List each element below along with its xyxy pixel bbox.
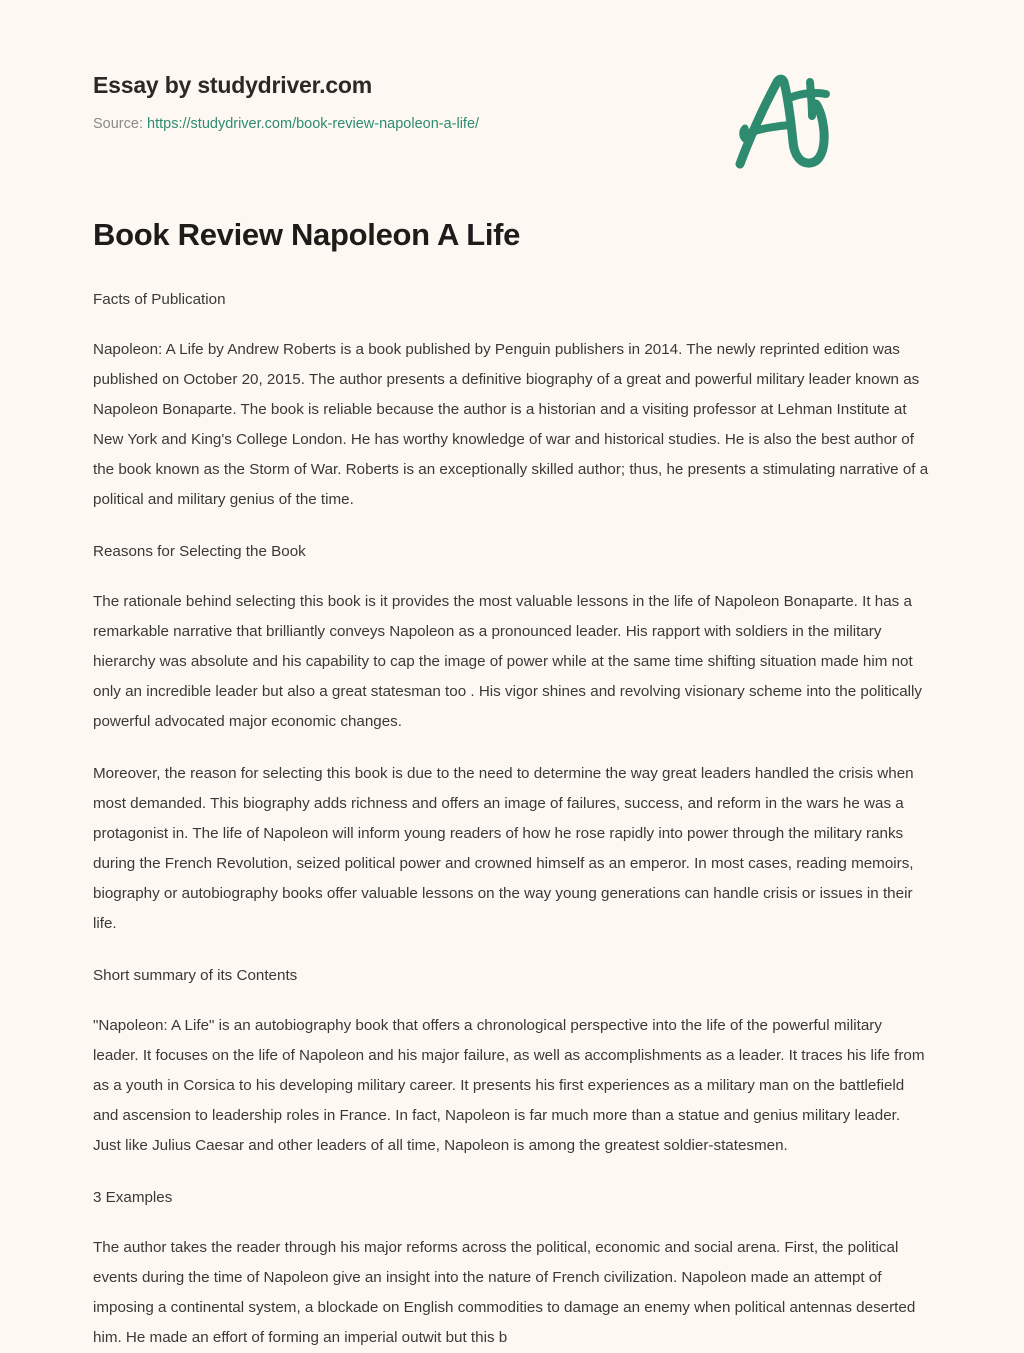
- paragraph-rationale: The rationale behind selecting this book is it provides the most valuable lessons in the life of Napoleon Bonaparte. It has a remarkable narrative that brilliantly conveys Napoleon as a pronounced leader. His rapport with soldiers in the military hierarchy was absolute and his capability to cap the image of power while at the same time shifting situation made him not only an incredible leader but also a great statesman too . His vigor shines and revolving visionary scheme into the politically powerful advocated major economic changes.: [93, 592, 923, 730]
- section-heading-3-examples: 3 Examples: [93, 1188, 173, 1206]
- paragraph-moreover: Moreover, the reason for selecting this book is due to the need to determine the way great leaders handled the crisis when most demanded. This biography adds richness and offers an image of failures, success, and reform in the wars he was a protagonist in. The life of Napoleon will inform young readers of how he rose rapidly into power through the military ranks during the French Revolution, seized political power and crowned himself as an emperor. In most cases, reading memoirs, biography or autobiography books offer valuable lessons on the way young generations can handle crisis or issues in their life.: [93, 764, 914, 932]
- source-label: Source:: [93, 115, 143, 132]
- source-url-link[interactable]: https://studydriver.com/book-review-napoleon-a-life/: [147, 115, 480, 132]
- essay-body: [93, 255, 931, 1353]
- section-heading-short-summary: Short summary of its Contents: [93, 966, 298, 984]
- a-plus-icon: [728, 68, 838, 178]
- paragraph-examples-truncated: The author takes the reader through his major reforms across the political, economic and social arena. First, the political events during the time of Napoleon give an insight into the nature of French civilization. Napoleon made an attempt of imposing a continental system, a blockade on English commodities to damage an enemy when political antennas deserted him. He made an effort of forming an imperial outwit but this b: [93, 1238, 916, 1346]
- essay-byline: Essay by studydriver.com: [93, 72, 373, 98]
- page-title: Book Review Napoleon A Life: [93, 217, 521, 252]
- paragraph-facts-of-publication: Napoleon: A Life by Andrew Roberts is a book published by Penguin publishers in 2014. The newly reprinted edition was published on October 20, 2015. The author presents a definitive biography of a great and powerful military leader known as Napoleon Bonaparte. The book is reliable because the author is a historian and a visiting professor at Lehman Institute at New York and King's College London. He has worthy knowledge of war and historical studies. He is also the best author of the book known as the Storm of War. Roberts is an exceptionally skilled author; thus, he presents a stimulating narrative of a political and military genius of the time.: [93, 340, 929, 508]
- page-header: [93, 0, 931, 132]
- studydriver-a-plus-logo-icon: [728, 68, 838, 178]
- paragraph-summary: "Napoleon: A Life" is an autobiography book that offers a chronological perspective into the life of the powerful military leader. It focuses on the life of Napoleon and his major failure, as well as accomplishments as a leader. It traces his life from as a youth in Corsica to his developing military career. It presents his first experiences as a military man on the battlefield and ascension to leadership roles in France. In fact, Napoleon is far much more than a statue and genius military leader. Just like Julius Caesar and other leaders of all time, Napoleon is among the greatest soldier-statesmen.: [93, 1016, 925, 1154]
- section-heading-reasons-for-selecting: Reasons for Selecting the Book: [93, 542, 306, 560]
- section-heading-facts-of-publication: Facts of Publication: [93, 290, 226, 308]
